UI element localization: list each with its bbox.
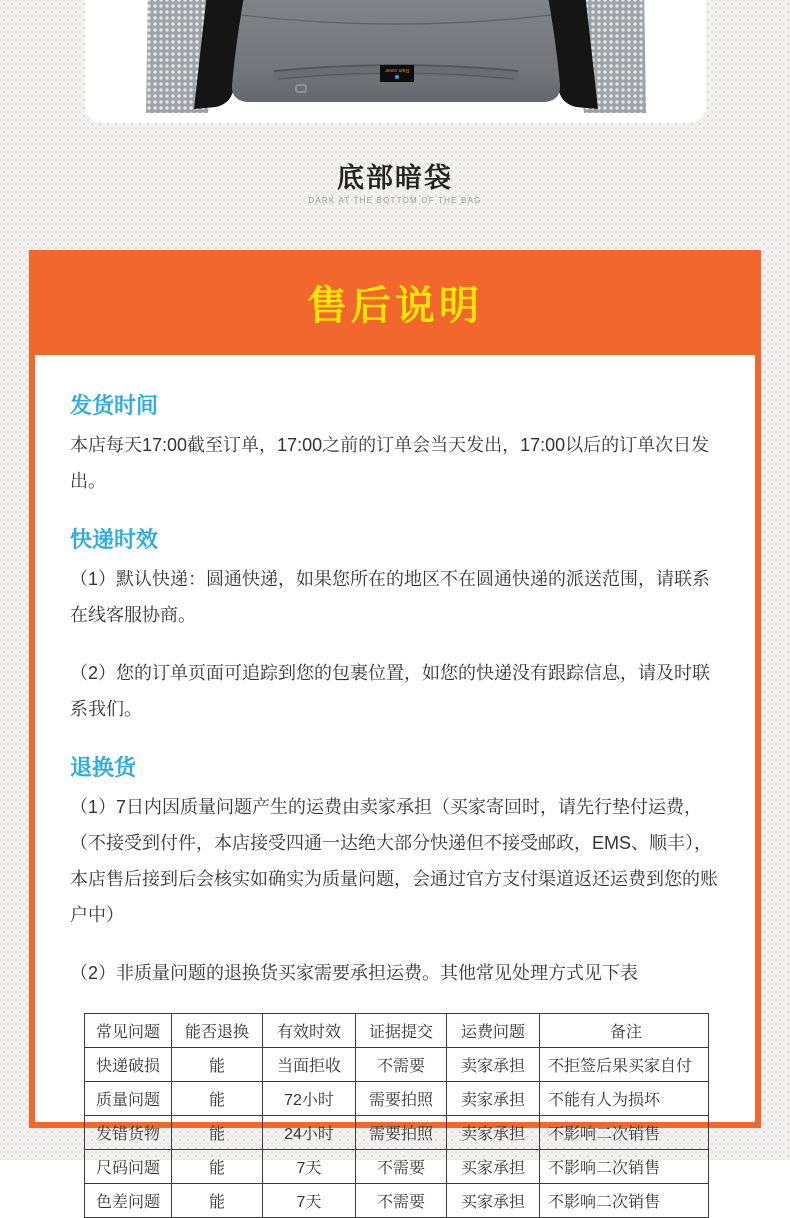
table-row (85, 1116, 709, 1150)
cell: 需要拍照 (356, 1082, 447, 1116)
cell: 不拒签后果买家自付 (540, 1048, 709, 1082)
cell: 能 (172, 1150, 263, 1184)
product-photo-card (85, 0, 706, 123)
cell: 能 (172, 1048, 263, 1082)
col-header-issue: 常见问题 (85, 1014, 172, 1048)
cell: 不需要 (356, 1048, 447, 1082)
shipping-time-paragraph: 本店每天17:00截至订单，17:00之前的订单会当天发出，17:00以后的订单次日发出。 (70, 435, 710, 491)
rain-cover-tag (380, 65, 414, 82)
cell: 卖家承担 (447, 1082, 540, 1116)
cell: 能 (172, 1116, 263, 1150)
table-header-row (85, 1014, 709, 1048)
section-heading-express-time: 快递时效 (70, 527, 159, 552)
cell: 当面拒收 (263, 1048, 356, 1082)
table-row (85, 1082, 709, 1116)
cell: 7天 (263, 1150, 356, 1184)
cell: 7天 (263, 1184, 356, 1218)
cell: 卖家承担 (447, 1116, 540, 1150)
aftersales-banner (29, 250, 761, 355)
returns-policy-table (84, 1013, 709, 1218)
cell: 不影响二次销售 (540, 1150, 709, 1184)
express-time-paragraph-2: （2）您的订单页面可追踪到您的包裹位置，如您的快递没有跟踪信息，请及时联系我们。 (70, 663, 711, 719)
cell: 不需要 (356, 1150, 447, 1184)
express-time-paragraph-1: （1）默认快递：圆通快递，如果您所在的地区不在圆通快递的派送范围，请联系在线客服协商。 (70, 569, 711, 625)
cell: 快递破损 (85, 1048, 172, 1082)
product-feature-subtitle: DARK AT THE BOTTOM OF THE BAG (308, 196, 482, 205)
table-row (85, 1184, 709, 1218)
col-header-returnable: 能否退换 (172, 1014, 263, 1048)
cell: 能 (172, 1082, 263, 1116)
cell: 72小时 (263, 1082, 356, 1116)
backpack-bottom-photo (146, 0, 646, 113)
col-header-evidence: 证据提交 (356, 1014, 447, 1048)
col-header-remarks: 备注 (540, 1014, 709, 1048)
cell: 买家承担 (447, 1150, 540, 1184)
cell: 不影响二次销售 (540, 1184, 709, 1218)
table-row (85, 1048, 709, 1082)
cell: 能 (172, 1184, 263, 1218)
cell: 卖家承担 (447, 1048, 540, 1082)
aftersales-banner-title: 售后说明 (307, 284, 483, 328)
cell: 色差问题 (85, 1184, 172, 1218)
cell: 不能有人为损坏 (540, 1082, 709, 1116)
cell: 尺码问题 (85, 1150, 172, 1184)
aftersales-content (35, 355, 755, 1211)
section-heading-returns: 退换货 (70, 755, 137, 780)
cell: 买家承担 (447, 1184, 540, 1218)
cell: 不影响二次销售 (540, 1116, 709, 1150)
table-row (85, 1150, 709, 1184)
rain-cover-tag-text: Rain cover (384, 67, 409, 73)
cell: 发错货物 (85, 1116, 172, 1150)
cell: 不需要 (356, 1184, 447, 1218)
section-heading-shipping-time: 发货时间 (70, 393, 159, 418)
aftersales-panel (29, 250, 761, 1211)
cell: 质量问题 (85, 1082, 172, 1116)
col-header-freight: 运费问题 (447, 1014, 540, 1048)
returns-paragraph-1: （1）7日内因质量问题产生的运费由卖家承担（买家寄回时，请先行垫付运费，（不接受到付件，本店接受四通一达绝大部分快递但不接受邮政，EMS、顺丰），本店售后接到后会核实如确实为质量问题，会通过官方支付渠道返还运费到您的账户中） (70, 797, 718, 925)
cell: 24小时 (263, 1116, 356, 1150)
bag-body (231, 0, 559, 102)
col-header-valid-period: 有效时效 (263, 1014, 356, 1048)
product-feature-title: 底部暗袋 (337, 163, 453, 193)
returns-paragraph-2: （2）非质量问题的退换货买家需要承担运费。其他常见处理方式见下表 (70, 963, 639, 983)
cell: 需要拍照 (356, 1116, 447, 1150)
